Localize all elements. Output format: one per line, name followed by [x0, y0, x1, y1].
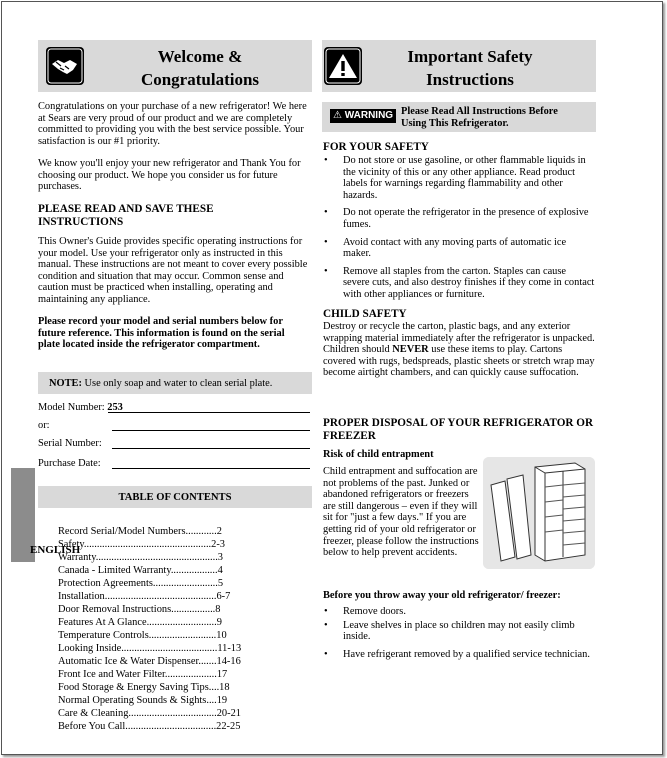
- child-safety-heading: CHILD SAFETY: [323, 308, 407, 320]
- safety-title: [370, 45, 570, 91]
- child-safety-paragraph: [323, 321, 595, 379]
- warning-text-line2: Using This Refrigerator.: [401, 117, 509, 129]
- toc-item[interactable]: Door Removal Instructions.................8: [58, 604, 221, 615]
- warning-badge-label: WARNING: [344, 110, 394, 121]
- toc-item[interactable]: Front Ice and Water Filter....................17: [58, 669, 228, 680]
- list-item: • Avoid contact with any moving parts of automatic ice maker.: [323, 237, 595, 260]
- toc-item[interactable]: Looking Inside.....................................11-13: [58, 643, 242, 654]
- handshake-icon: [46, 47, 84, 85]
- refrigerator-illustration: [483, 457, 595, 569]
- proper-disposal-heading: PROPER DISPOSAL OF YOUR REFRIGERATOR OR FREEZER: [323, 417, 594, 442]
- toc-item[interactable]: Safety.................................................2-3: [58, 539, 226, 550]
- note-text: [49, 378, 309, 390]
- safety-title-line1: Important Safety: [407, 47, 533, 66]
- safety-title-line2: Instructions: [426, 70, 514, 89]
- welcome-title-line2: Congratulations: [140, 70, 260, 89]
- purchase-date-label: Purchase Date:: [38, 458, 101, 469]
- toc-item[interactable]: Installation...........................................6-7: [58, 591, 231, 602]
- risk-paragraph: Child entrapment and suffocation are not problems of the past. Junked or abandoned refrigerators or freezers are still dangerous – even if they will sit for "just a few days." If you are getting rid of your old refrigerator or freezer, please follow the instructions below to help prevent accidents.: [323, 466, 479, 559]
- english-tab-label: ENGLISH: [30, 544, 81, 556]
- list-item: • Remove doors.: [323, 606, 595, 618]
- toc-item[interactable]: Normal Operating Sounds & Sights....19: [58, 695, 228, 706]
- model-number-field[interactable]: [108, 412, 310, 413]
- toc-title: TABLE OF CONTENTS: [118, 492, 232, 503]
- for-your-safety-list: [323, 155, 595, 307]
- toc-item[interactable]: Care & Cleaning..................................20-21: [58, 708, 241, 719]
- purchase-date-field[interactable]: [112, 468, 310, 469]
- list-item: • Remove all staples from the carton. Staples can cause severe cuts, and also destroy finishes if they come in contact with other appliances or furniture.: [323, 266, 595, 301]
- child-safety-never: NEVER: [392, 344, 429, 356]
- warning-text: [401, 106, 593, 129]
- model-number-label-text: Model Number:: [38, 402, 105, 413]
- model-number-value: 253: [107, 402, 123, 413]
- child-safety-text-2: use these items to play. Cartons covered with rugs, bedspreads, plastic sheets or stretch wrap may become airtight chambers, and can quickly cause suffocation.: [323, 344, 595, 379]
- read-save-paragraph: This Owner's Guide provides specific operating instructions for your model. Use your refrigerator only as instructed in this manual. These instructions are not meant to cover every possible condition and situation that may occur. Common sense and caution must be practiced when installing, operating and maintaining any appliance.: [38, 236, 308, 305]
- note-label: NOTE:: [49, 378, 82, 389]
- or-field[interactable]: [112, 430, 310, 431]
- warning-badge: [330, 109, 396, 123]
- welcome-title: [100, 45, 300, 91]
- welcome-para2: We know you'll enjoy your new refrigerator and Thank You for choosing our product. We hope you consider us for future purchases.: [38, 158, 301, 193]
- note-body: Use only soap and water to clean serial plate.: [84, 378, 273, 389]
- serial-number-label: Serial Number:: [38, 438, 102, 449]
- toc-item[interactable]: Protection Agreements.........................5: [58, 578, 224, 589]
- or-label: or:: [38, 420, 50, 431]
- serial-number-field[interactable]: [112, 448, 310, 449]
- record-numbers-paragraph: Please record your model and serial numbers below for future reference. This information is found on the serial plate located inside the refrigerator compartment.: [38, 316, 285, 351]
- list-item: • Leave shelves in place so children may not easily climb inside.: [323, 620, 595, 643]
- toc-item[interactable]: Canada - Limited Warranty..................4: [58, 565, 223, 576]
- warning-badge-icon: ⚠: [333, 110, 342, 121]
- toc-item[interactable]: Features At A Glance...........................9: [58, 617, 222, 628]
- warning-triangle-icon: [324, 47, 362, 85]
- toc-list: [58, 525, 298, 733]
- before-you-throw-list: [323, 606, 595, 666]
- list-item: • Do not store or use gasoline, or other flammable liquids in the vicinity of this or any other appliance. Read product labels for warnings regarding flammability and other hazards.: [323, 155, 595, 201]
- warning-text-line1: Please Read All Instructions Before: [401, 106, 558, 117]
- toc-item[interactable]: Before You Call...................................22-25: [58, 721, 241, 732]
- toc-item[interactable]: Food Storage & Energy Saving Tips....18: [58, 682, 230, 693]
- child-safety-text-1: Destroy or recycle the carton, plastic bags, and any exterior wrapping material immediately after the refrigerator is unpacked. Children should: [323, 321, 595, 356]
- toc-item[interactable]: Warranty...............................................3: [58, 552, 224, 563]
- for-your-safety-heading: FOR YOUR SAFETY: [323, 141, 429, 153]
- read-save-heading: PLEASE READ AND SAVE THESE INSTRUCTIONS: [38, 203, 214, 228]
- welcome-para1: Congratulations on your purchase of a new refrigerator! We here at Sears are very proud of our product and we are completely committed to providing you with the best service possible. Your satisfaction is our #1 priority.: [38, 101, 307, 147]
- welcome-title-line1: Welcome &: [157, 47, 243, 66]
- toc-item[interactable]: Temperature Controls..........................10: [58, 630, 227, 641]
- list-item: • Do not operate the refrigerator in the presence of explosive fumes.: [323, 207, 595, 230]
- toc-item[interactable]: Automatic Ice & Water Dispenser.......14-16: [58, 656, 241, 667]
- before-you-throw-heading: Before you throw away your old refrigerator/ freezer:: [323, 590, 561, 601]
- list-item: • Have refrigerant removed by a qualified service technician.: [323, 649, 595, 661]
- risk-heading: Risk of child entrapment: [323, 449, 434, 460]
- toc-item[interactable]: Record Serial/Model Numbers............2: [58, 526, 222, 537]
